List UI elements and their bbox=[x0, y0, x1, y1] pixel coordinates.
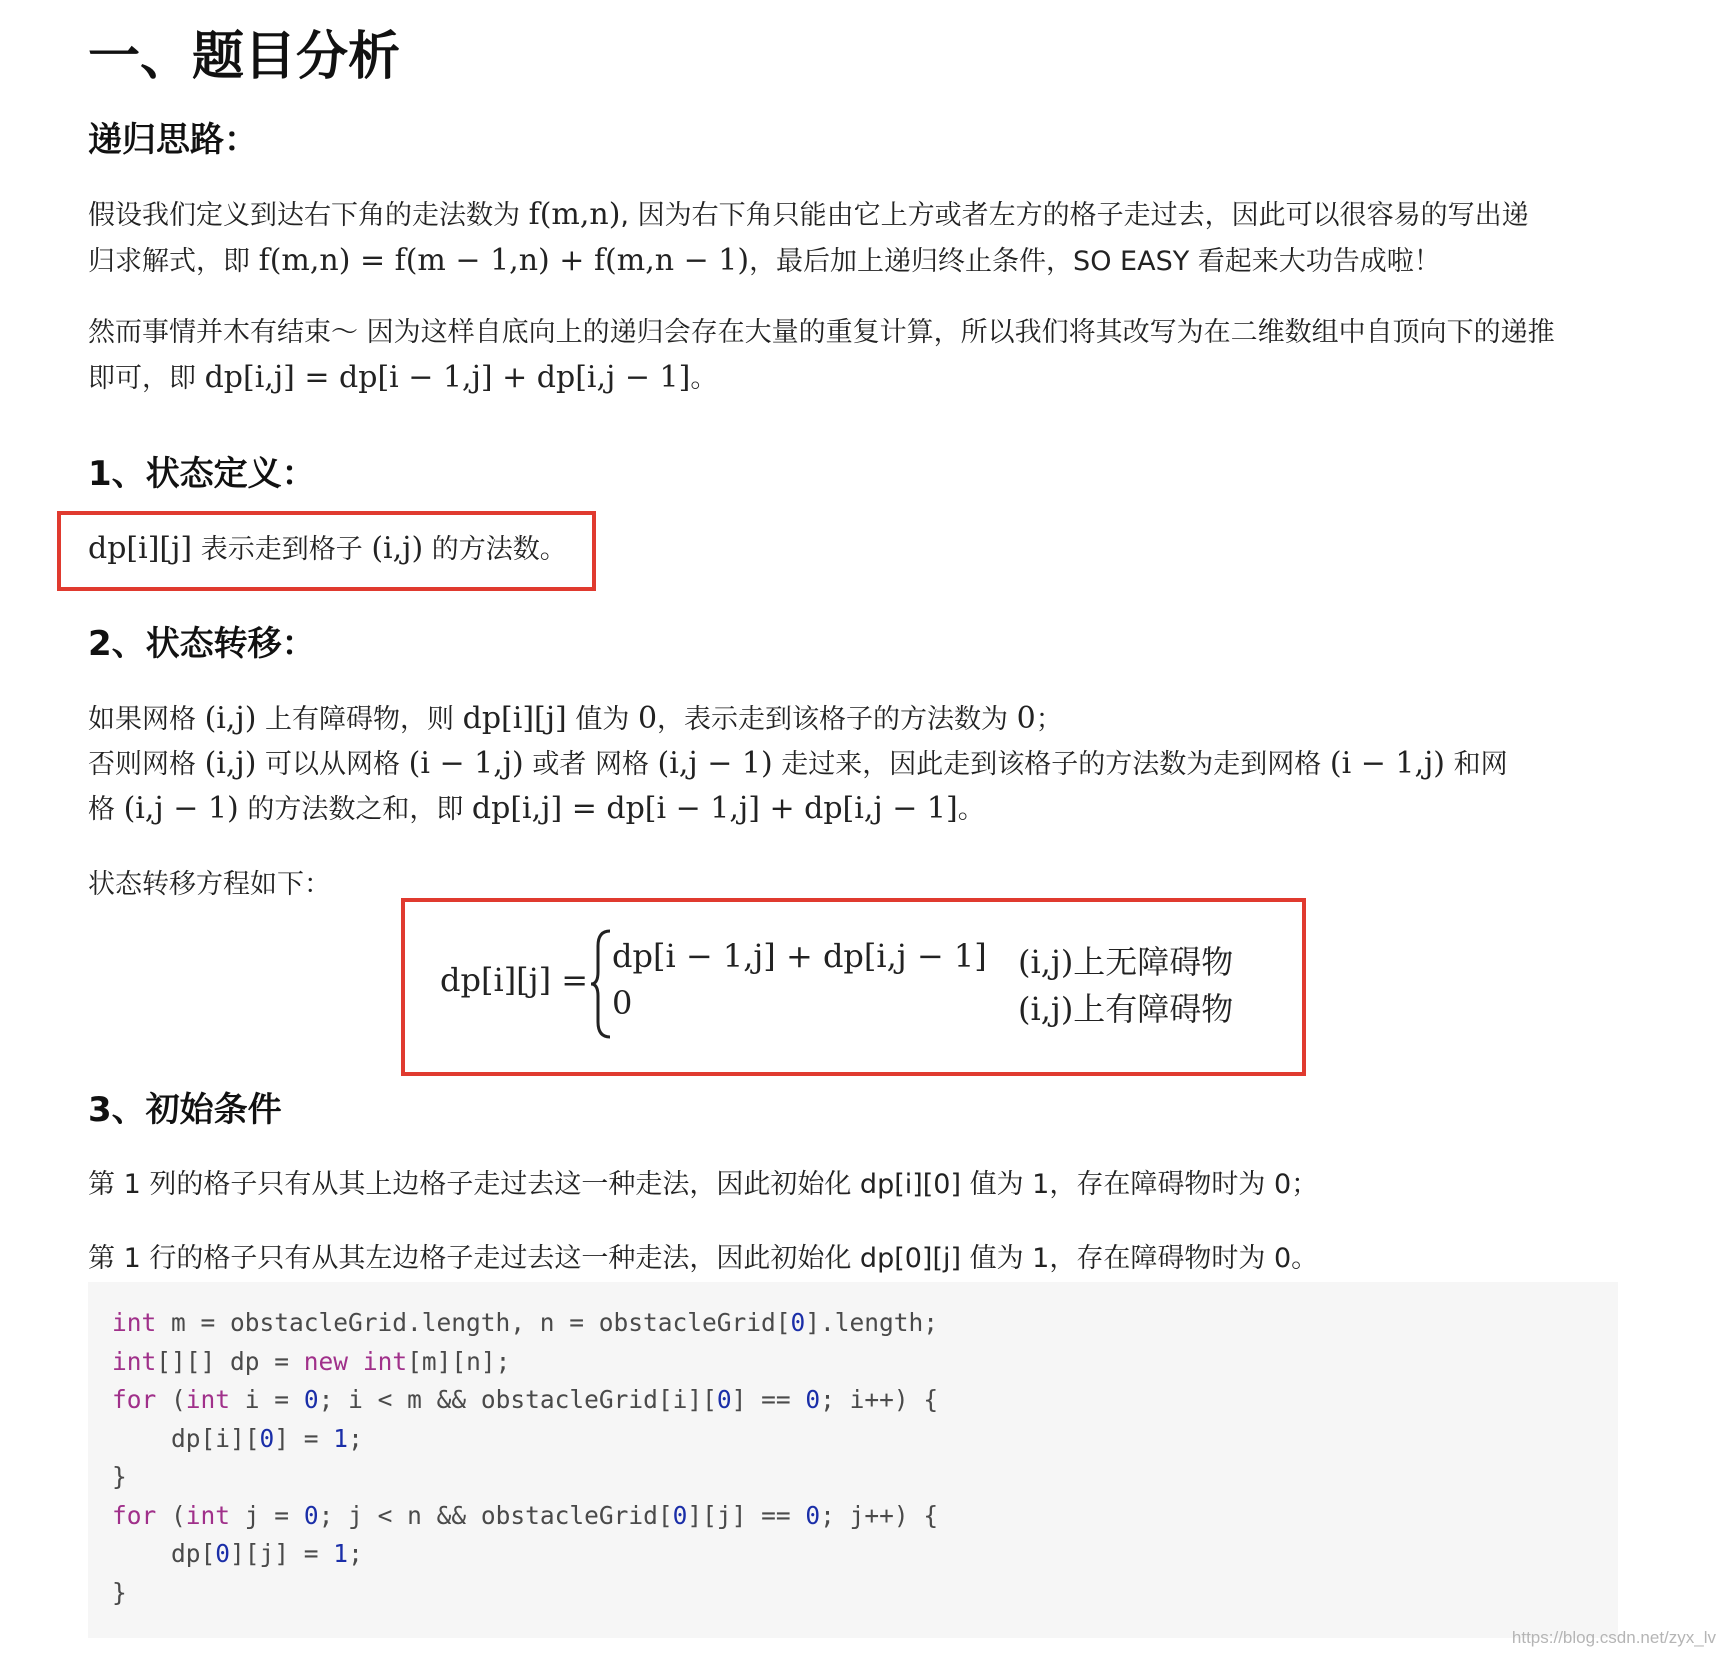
watermark: https://blog.csdn.net/zyx_lv bbox=[1511, 1628, 1716, 1647]
code-text: j = bbox=[230, 1500, 304, 1530]
page-title: 一、题目分析 bbox=[88, 27, 401, 87]
math-cell: (i,j) bbox=[204, 701, 257, 736]
left-brace-icon bbox=[588, 928, 614, 1040]
initial-condition-column: 第 1 列的格子只有从其上边格子走过去这一种走法，因此初始化 dp[i][0] 值为 1，存在障碍物时为 0； bbox=[88, 1169, 1319, 1200]
code-block bbox=[88, 1282, 1618, 1638]
equation-label: 状态转移方程如下： bbox=[88, 869, 331, 900]
text: 格 bbox=[88, 794, 115, 825]
code-line bbox=[112, 1458, 1594, 1497]
code-line bbox=[112, 1535, 1594, 1574]
code-number: 0 bbox=[215, 1539, 231, 1568]
text: 的方法数。 bbox=[431, 534, 567, 565]
code-keyword: int bbox=[185, 1500, 231, 1530]
code-number: 1 bbox=[333, 1539, 349, 1568]
equation-case-2: 0 bbox=[612, 984, 633, 1022]
code-keyword: int bbox=[112, 1308, 157, 1337]
equation-condition-1 bbox=[1018, 937, 1233, 983]
initial-conditions-heading: 3、初始条件 bbox=[88, 1090, 282, 1130]
state-definition-text bbox=[88, 526, 1618, 572]
code-number: 0 bbox=[805, 1385, 821, 1414]
text: 或者 网格 bbox=[532, 749, 649, 780]
code-text: dp[i][ bbox=[112, 1423, 260, 1453]
state-definition-heading: 1、状态定义： bbox=[88, 454, 316, 494]
math-dp-formula: dp[i,j] = dp[i − 1,j] + dp[i,j − 1] bbox=[204, 360, 691, 395]
equation-lhs: dp[i][j] = bbox=[440, 961, 589, 999]
math-dp-ij: dp[i][j] bbox=[462, 701, 567, 736]
math-cell: (i,j − 1) bbox=[123, 791, 239, 826]
code-line bbox=[112, 1343, 1594, 1382]
math-cell: (i,j) bbox=[1018, 990, 1074, 1028]
text: 和网 bbox=[1453, 749, 1508, 780]
code-keyword: new bbox=[303, 1346, 349, 1376]
code-text: ] == bbox=[731, 1385, 806, 1414]
code-line bbox=[112, 1497, 1594, 1536]
code-number: 0 bbox=[790, 1308, 806, 1337]
code-text: ][j] == bbox=[687, 1500, 806, 1530]
text: 然而事情并木有结束～ 因为这样自底向上的递归会存在大量的重复计算，所以我们将其改写为在二维数组中自顶向下的递推 bbox=[88, 317, 1555, 348]
text: 归求解式，即 bbox=[88, 246, 250, 277]
code-text: ].length; bbox=[805, 1308, 939, 1337]
code-text: [][] dp = bbox=[156, 1346, 304, 1376]
math-cell: (i − 1,j) bbox=[408, 746, 524, 781]
code-number: 1 bbox=[333, 1423, 349, 1453]
code-line bbox=[112, 1381, 1594, 1420]
text: ，表示走到该格子的方法数为 bbox=[657, 704, 1009, 735]
text: 可以从网格 bbox=[265, 749, 401, 780]
initial-condition-row: 第 1 行的格子只有从其左边格子走过去这一种走法，因此初始化 dp[0][j] 值为 1，存在障碍物时为 0。 bbox=[88, 1243, 1319, 1274]
code-number: 0 bbox=[805, 1500, 821, 1530]
code-text: dp[ bbox=[112, 1539, 216, 1568]
state-transition-heading: 2、状态转移： bbox=[88, 624, 316, 664]
code-keyword: for bbox=[112, 1500, 157, 1530]
equation-case-1: dp[i − 1,j] + dp[i,j − 1] bbox=[612, 937, 987, 975]
code-number: 0 bbox=[716, 1385, 732, 1414]
code-text: m = obstacleGrid.length, n = obstacleGrid[ bbox=[156, 1308, 791, 1337]
state-transition-text bbox=[88, 697, 1618, 832]
code-keyword: int bbox=[185, 1385, 231, 1414]
text: 。 bbox=[957, 794, 985, 825]
text: 表示走到格子 bbox=[200, 534, 363, 565]
code-line bbox=[112, 1574, 1594, 1613]
math-cell: (i,j) bbox=[1018, 943, 1074, 981]
math-fmn: f(m,n) bbox=[528, 197, 621, 232]
text: 。 bbox=[690, 363, 718, 394]
code-text: ; i++) { bbox=[820, 1385, 939, 1414]
recursion-paragraph-1 bbox=[88, 192, 1618, 284]
code-text: ( bbox=[156, 1385, 186, 1414]
code-number: 0 bbox=[303, 1385, 319, 1414]
code-text: i = bbox=[230, 1385, 304, 1414]
recursion-paragraph-2 bbox=[88, 310, 1618, 401]
code-text: ; i < m && obstacleGrid[i][ bbox=[318, 1385, 717, 1414]
code-text: ; bbox=[348, 1423, 363, 1453]
code-text: [m][n]; bbox=[407, 1346, 511, 1376]
math-recursion-formula: f(m,n) = f(m − 1,n) + f(m,n − 1) bbox=[258, 243, 750, 278]
text: 的方法数之和，即 bbox=[247, 794, 464, 825]
code-keyword: for bbox=[112, 1385, 157, 1414]
code-text: ( bbox=[156, 1500, 186, 1530]
recursion-heading: 递归思路： bbox=[88, 120, 258, 160]
math-zero: 0 bbox=[1016, 701, 1036, 736]
code-number: 0 bbox=[259, 1423, 275, 1453]
text: 如果网格 bbox=[88, 704, 196, 735]
text: ； bbox=[1035, 704, 1063, 735]
code-line bbox=[112, 1420, 1594, 1459]
code-line bbox=[112, 1304, 1594, 1343]
code-text: } bbox=[112, 1577, 127, 1607]
code-keyword: int bbox=[362, 1346, 408, 1376]
text: 值为 bbox=[575, 704, 630, 735]
text: , 因为右下角只能由它上方或者左方的格子走过去，因此可以很容易的写出递 bbox=[620, 200, 1529, 231]
math-cell: (i − 1,j) bbox=[1329, 746, 1446, 781]
math-dp-ij: dp[i][j] bbox=[88, 531, 193, 566]
math-zero: 0 bbox=[637, 701, 658, 736]
code-text: ][j] = bbox=[230, 1539, 334, 1568]
code-text: ; j < n && obstacleGrid[ bbox=[318, 1500, 673, 1530]
text: ，最后加上递归终止条件，SO EASY 看起来大功告成啦！ bbox=[749, 246, 1441, 277]
text: 假设我们定义到达右下角的走法数为 bbox=[88, 200, 520, 231]
code-text: ; bbox=[348, 1539, 363, 1568]
math-cell: (i,j) bbox=[371, 531, 424, 566]
code-keyword: int bbox=[112, 1346, 157, 1376]
text: 走过来，因此走到该格子的方法数为走到网格 bbox=[781, 749, 1322, 780]
code-number: 0 bbox=[672, 1500, 688, 1530]
text: 即可，即 bbox=[88, 363, 196, 394]
code-text: ] = bbox=[274, 1423, 334, 1453]
text: 上有障碍物，则 bbox=[265, 704, 455, 735]
math-dp-formula: dp[i,j] = dp[i − 1,j] + dp[i,j − 1] bbox=[471, 791, 958, 826]
code-text bbox=[348, 1347, 363, 1376]
code-text: ; j++) { bbox=[820, 1500, 939, 1530]
text: 上无障碍物 bbox=[1073, 943, 1234, 981]
text: 否则网格 bbox=[88, 749, 196, 780]
code-text: } bbox=[112, 1462, 127, 1491]
code-number: 0 bbox=[303, 1500, 319, 1530]
text: 上有障碍物 bbox=[1073, 990, 1234, 1028]
equation-condition-2 bbox=[1018, 984, 1233, 1030]
math-cell: (i,j) bbox=[204, 746, 257, 781]
math-cell: (i,j − 1) bbox=[657, 746, 773, 781]
